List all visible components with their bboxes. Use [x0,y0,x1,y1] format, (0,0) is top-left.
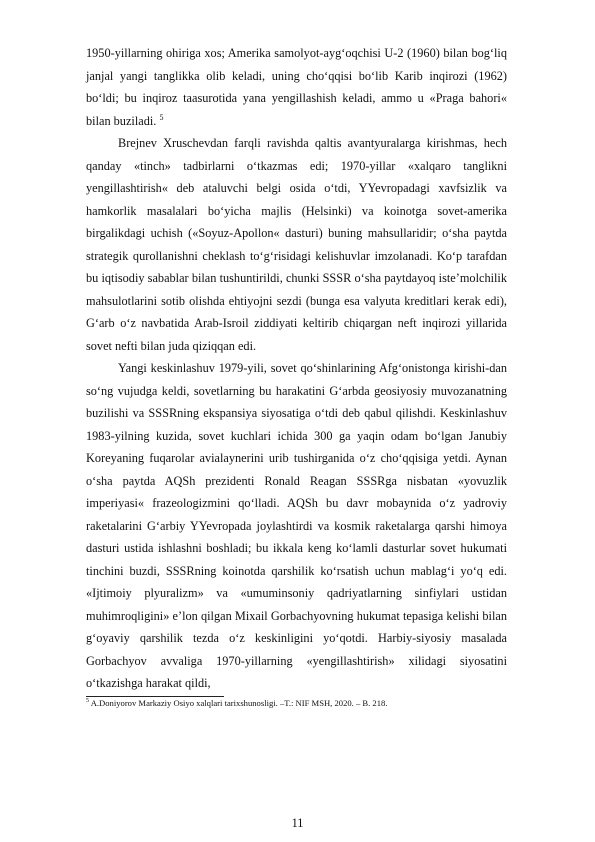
footnote-number: 5 [86,697,89,704]
footnote-ref-marker: 5 [159,112,164,122]
page-number: 11 [291,816,304,830]
paragraph-3: Yangi keskinlashuv 1979-yili, sovet qo‘shinlarining Afg‘onistonga kirishi-dan so‘ng vujudga keldi, sovetlarning bu harakatini G‘arbda geosiyosiy muvozanatning buzilishi va SSSRning ekspansiya siyosatiga o‘tdi deb qabul qilishdi. Keskinlashuv 1983-yilning kuzida, sovet kuchlari ichida 300 ga yaqin odam bo‘lgan Janubiy Koreyaning fuqarolar avialaynerini urib tushirganida o‘z cho‘qqisiga yetdi. Aynan o‘sha paytda AQSh prezidenti Ronald Reagan SSSRga nisbatan «yovuzlik imperiyasi« frazeologizmini qo‘lladi. AQSh bu davr mobaynida o‘z yadroviy raketalarini G‘arbiy YYevropada joylashtirdi va kosmik raketalarga qarshi himoya dasturi ustida ishlashni boshladi; bu ikkala keng ko‘lamli dasturlar sovet hukumati tinchini buzdi, SSSRning koinotda qarshilik ko‘rsatish uchun mablag‘i yo‘q edi. «Ijtimoiy plyuralizm» va «umuminsoniy qadriyatlarning sinfiylari ustidan muhimroqligini» e’lon qilgan Mixail Gorbachyovning hukumat tepasiga kelishi bilan g‘oyaviy qarshilik tezda o‘z keskinligini yo‘qotdi. Harbiy-siyosiy masalada Gorbachyov avvaliga 1970-yillarning «yengillashtirish» xilidagi siyosatini o‘tkazishga harakat qildi, [86,361,507,690]
footnote-text: A.Doniyorov Markaziy Osiyo xalqlari tarixshunosligi. –T.: NIF MSH, 2020. – B. 218. [90,697,388,708]
footnote [86,698,507,709]
paragraph-1-text: 1950-yillarning ohiriga xos; Amerika samolyot-ayg‘oqchisi U-2 (1960) bilan bog‘liq janjal yangi tanglikka olib keladi, uning cho‘qqisi bo‘lib Karib inqirozi (1962) bo‘ldi; bu inqiroz taasurotida yana yengillashish keladi, ammo u «Praga bahori« bilan buziladi. [86,46,507,128]
page-content [86,42,507,709]
paragraph-2: Brejnev Xruschevdan farqli ravishda qaltis avantyuralarga kirishmas, hech qanday «tinch» tadbirlarni o‘tkazmas edi; 1970-yillar «xalqaro tanglikni yengillashtirish« deb ataluvchi belgi osida o‘tdi, YYevropadagi xavfsizlik va hamkorlik masalalari bo‘yicha majlis (Helsinki) va koinotga sovet-amerika birgalikdagi uchish («Soyuz-Apollon« dasturi) buning mahsullaridir; o‘sha paytda strategik qurollanishni cheklash to‘g‘risidagi kelishuvlar imzolanadi. Ko‘p tarafdan bu iqtisodiy sabablar bilan tushuntirildi, chunki SSSR o‘sha paytdayoq iste’molchilik mahsulotlarini sotib olishda ehtiyojni sezdi (bunga esa valyuta kreditlari kerak edi), G‘arb o‘z navbatida Arab-Isroil ziddiyati keltirib chiqargan neft inqirozi yillarida sovet nefti bilan juda qiziqqan edi. [86,136,507,353]
footnote-divider [86,696,224,697]
paragraph-1 [86,42,507,132]
